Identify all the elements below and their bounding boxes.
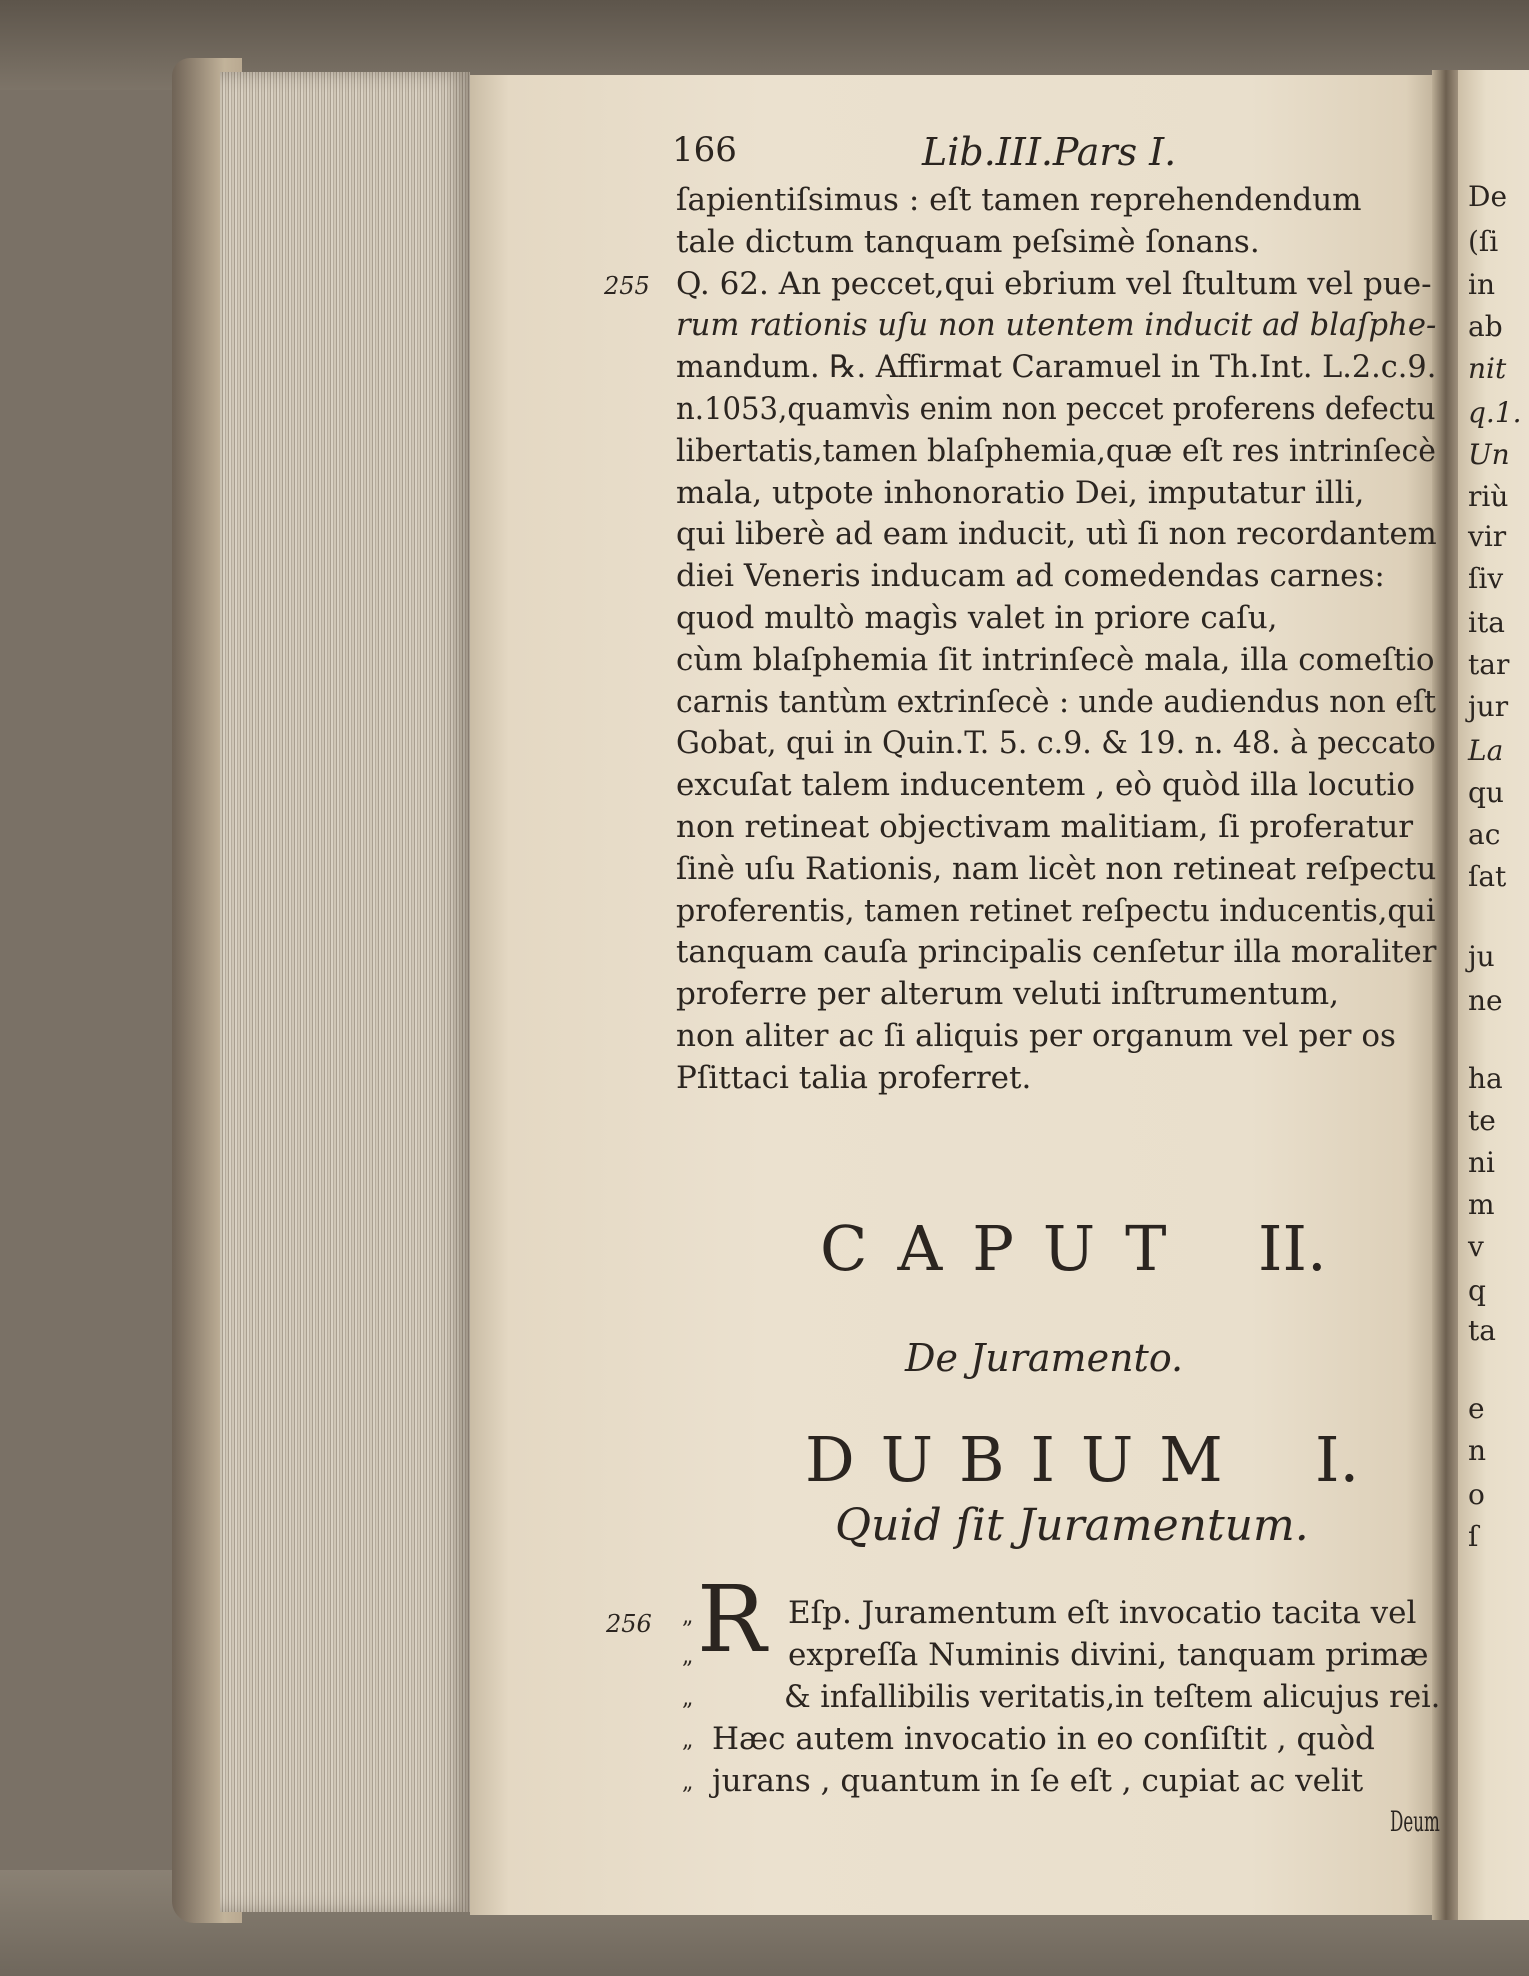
chapter-numeral: II.: [1258, 1212, 1327, 1285]
chapter-heading: CAPUT: [820, 1212, 1197, 1285]
right-page-fragment: vir: [1468, 520, 1507, 553]
right-page-fragment: Un: [1468, 438, 1510, 471]
right-page-fragment: m: [1468, 1188, 1495, 1221]
right-page-fragment: ne: [1468, 984, 1503, 1017]
right-page-fragment: ſat: [1468, 860, 1507, 893]
right-page-fragment: riù: [1468, 480, 1509, 513]
right-page-fragment: jur: [1468, 690, 1509, 723]
right-page-fragment: v: [1468, 1230, 1484, 1263]
right-page-fragment: De: [1468, 180, 1508, 213]
body-line: qui liberè ad eam inducit, utì ſi non recordantem: [676, 516, 1437, 553]
section-line: jurans , quantum in ſe eſt , cupiat ac velit: [712, 1763, 1364, 1799]
section-line: expreſſa Numinis divini, tanquam primæ: [788, 1637, 1429, 1673]
body-line: ſinè uſu Rationis, nam licèt non retineat reſpectu: [676, 850, 1437, 887]
right-page-fragment: q: [1468, 1274, 1486, 1307]
right-page-fragment: ni: [1468, 1146, 1495, 1179]
right-page-fragment: ita: [1468, 606, 1505, 639]
body-line: proferentis, tamen retinet reſpectu inducentis,qui: [676, 892, 1436, 929]
body-line: non retineat objectivam malitiam, ſi proferatur: [676, 808, 1414, 845]
right-page-fragment: e: [1468, 1392, 1485, 1425]
right-page-fragment: ſiv: [1468, 562, 1504, 595]
body-line: tanquam cauſa principalis cenſetur illa moraliter: [676, 934, 1437, 971]
body-line: mala, utpote inhonoratio Dei, imputatur illi,: [676, 474, 1365, 511]
section-line: & infallibilis veritatis,in teſtem alicujus rei.: [784, 1679, 1441, 1715]
section-line: Eſp. Juramentum eſt invocatio tacita vel: [788, 1595, 1417, 1631]
chapter-subtitle: De Juramento.: [905, 1336, 1184, 1380]
right-page-fragment: (ſi: [1468, 225, 1499, 258]
quote-mark: „: [682, 1686, 694, 1711]
body-line: cùm blaſphemia ſit intrinſecè mala, illa comeſtio: [676, 641, 1435, 678]
right-page-fragment: o: [1468, 1478, 1485, 1511]
drop-cap: R: [697, 1566, 767, 1673]
page-number: 166: [672, 130, 737, 170]
body-line: mandum. ℞. Affirmat Caramuel in Th.Int. L.2.c.9.: [676, 349, 1437, 386]
body-line: ſapientiſsimus : eſt tamen reprehendendum: [676, 182, 1362, 218]
page-edges: [220, 72, 470, 1912]
running-title: Lib.III.Pars I.: [922, 130, 1177, 174]
running-header: [672, 130, 1432, 180]
right-page-fragment: n: [1468, 1434, 1487, 1467]
body-line: Q. 62. An peccet,qui ebrium vel ſtultum vel pue-: [676, 265, 1432, 302]
dubium-numeral: I.: [1315, 1423, 1360, 1496]
right-page-fragment: te: [1468, 1104, 1496, 1137]
body-line: quod multò magìs valet in priore caſu,: [676, 599, 1278, 636]
right-page: [1458, 70, 1529, 1920]
section-line: Deum: [1390, 1805, 1440, 1838]
quote-mark: „: [682, 1604, 694, 1629]
right-page-fragment: ha: [1468, 1062, 1503, 1095]
body-line: carnis tantùm extrinſecè : unde audiendus non eſt: [676, 683, 1436, 720]
margin-number-255: 255: [604, 272, 650, 300]
right-page-fragment: qu: [1468, 776, 1504, 809]
body-line: proferre per alterum veluti inſtrumentum,: [676, 976, 1340, 1013]
section-line: Hæc autem invocatio in eo conſiſtit , quòd: [712, 1721, 1375, 1757]
quote-mark: „: [682, 1644, 694, 1669]
body-line: n.1053,quamvìs enim non peccet proferens defectu: [676, 390, 1436, 427]
body-text: [676, 180, 1456, 1180]
right-page-fragment: ſ: [1468, 1520, 1479, 1553]
right-page-fragment: La: [1468, 734, 1504, 767]
right-page-fragment: in: [1468, 268, 1495, 301]
right-page-fragment: tar: [1468, 648, 1510, 681]
dubium-heading: DUBIUM: [805, 1423, 1249, 1496]
quote-mark: „: [682, 1770, 694, 1795]
body-line: tale dictum tanquam peſsimè ſonans.: [676, 223, 1260, 260]
body-line: diei Veneris inducam ad comedendas carnes:: [676, 558, 1385, 595]
right-page-fragment: ab: [1468, 310, 1503, 343]
right-page-fragment: ac: [1468, 818, 1501, 851]
body-line: non aliter ac ſi aliquis per organum vel per os: [676, 1017, 1396, 1054]
right-page-fragment: q.1.: [1468, 396, 1522, 429]
quote-mark: „: [682, 1728, 694, 1753]
body-line: rum rationis uſu non utentem inducit ad blaſphe-: [676, 307, 1437, 344]
body-line: libertatis,tamen blaſphemia,quæ eſt res intrinſecè: [676, 432, 1436, 469]
margin-number-256: 256: [606, 1610, 652, 1638]
question-heading: Quid ſit Juramentum.: [835, 1500, 1309, 1551]
right-page-fragment: nit: [1468, 352, 1507, 385]
body-line: Pſittaci talia proferret.: [676, 1059, 1032, 1096]
body-line: Gobat, qui in Quin.T. 5. c.9. & 19. n. 48. à peccato: [676, 725, 1436, 762]
right-page-fragment: ju: [1468, 940, 1495, 973]
right-page-fragment: ta: [1468, 1314, 1496, 1347]
body-line: excuſat talem inducentem , eò quòd illa locutio: [676, 767, 1416, 804]
